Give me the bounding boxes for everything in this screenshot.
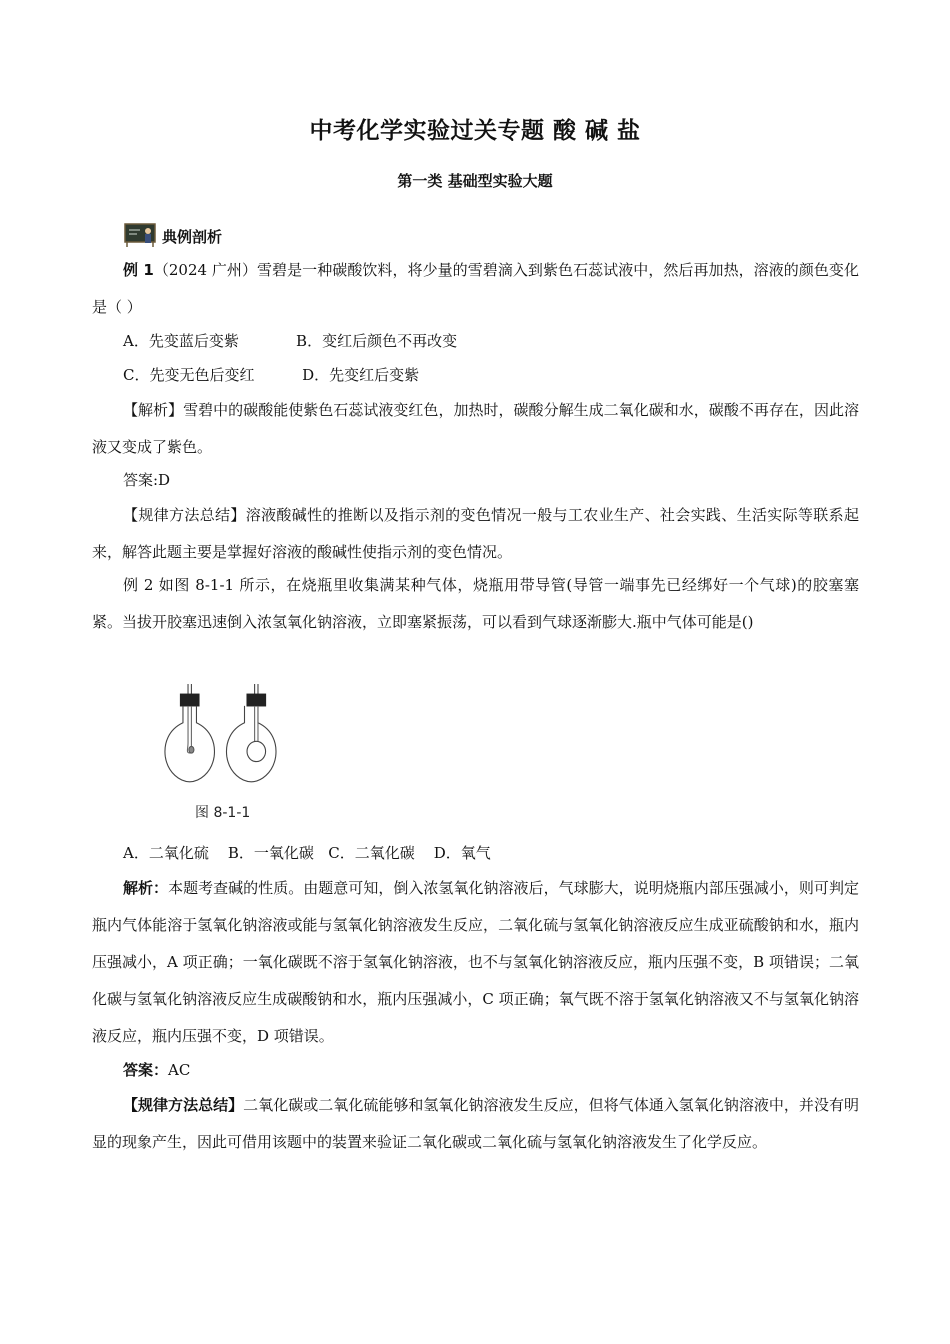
example1-text: （2024 广州）雪碧是一种碳酸饮料，将少量的雪碧滴入到紫色石蕊试液中，然后再加热，溶液的颜色变化是（ ） — [92, 261, 859, 316]
example2-summary — [92, 1087, 859, 1161]
flask-left — [165, 684, 215, 782]
flask-figure — [150, 684, 280, 802]
example2-answer-value: AC — [168, 1061, 191, 1079]
example1-analysis-label: 【解析】 — [123, 401, 184, 419]
section-subtitle: 第一类 基础型实验大题 — [397, 172, 553, 190]
example2-answer-label: 答案： — [123, 1061, 169, 1079]
section-label: 典例剖析 — [162, 228, 223, 246]
teacher-blackboard-icon — [124, 222, 158, 248]
example1-summary-label: 【规律方法总结】 — [123, 506, 246, 524]
example1-lead: 例 1 — [123, 261, 154, 279]
example1-question — [92, 252, 859, 326]
example2-analysis-text: 本题考查碱的性质。由题意可知，倒入浓氢氧化钠溶液后，气球膨大，说明烧瓶内部压强减小，则可判定瓶内气体能溶于氢氧化钠溶液或能与氢氧化钠溶液发生反应，二氧化硫与氢氧化钠溶液反应生成亚硫酸钠和水，瓶内压强减小，A 项正确；一氧化碳既不溶于氢氧化钠溶液，也不与氢氧化钠溶液反应，瓶内压强不变，B 项错误；二氧化碳与氢氧化钠溶液反应生成碳酸钠和水，瓶内压强减小，C 项正确；氧气既不溶于氢氧化钠溶液又不与氢氧化钠溶液反应，瓶内压强不变，D 项错误。 — [92, 879, 859, 1045]
page-title: 中考化学实验过关专题 酸 碱 盐 — [309, 118, 641, 144]
example1-analysis — [92, 392, 859, 466]
section-heading — [124, 208, 222, 248]
example1-answer: 答案:D — [123, 471, 171, 489]
example2-answer — [123, 1052, 190, 1089]
figure-caption: 图 8-1-1 — [195, 805, 251, 821]
example1-analysis-text: 雪碧中的碳酸能使紫色石蕊试液变红色，加热时，碳酸分解生成二氧化碳和水，碳酸不再存在，因此溶液又变成了紫色。 — [92, 401, 859, 456]
example1-summary-text: 溶液酸碱性的推断以及指示剂的变色情况一般与工农业生产、社会实践、生活实际等联系起来，解答此题主要是掌握好溶液的酸碱性使指示剂的变色情况。 — [92, 506, 859, 561]
example2-options: A．二氧化硫 B．一氧化碳 C．二氧化碳 D．氧气 — [123, 844, 491, 862]
example1-options-line2: C．先变无色后变红 D．先变红后变紫 — [123, 366, 420, 384]
example2-summary-text: 二氧化碳或二氧化硫能够和氢氧化钠溶液发生反应，但将气体通入氢氧化钠溶液中，并没有明显的现象产生，因此可借用该题中的装置来验证二氧化碳或二氧化硫与氢氧化钠溶液发生了化学反应。 — [92, 1096, 859, 1151]
example2-summary-label: 【规律方法总结】 — [123, 1096, 244, 1114]
example2-analysis — [92, 870, 859, 1055]
flask-right — [226, 684, 276, 782]
example1-options-line1: A．先变蓝后变紫 B．变红后颜色不再改变 — [123, 332, 458, 350]
example2-question: 例 2 如图 8-1-1 所示，在烧瓶里收集满某种气体，烧瓶用带导管(导管一端事先已经绑好一个气球)的胶塞塞紧。当拔开胶塞迅速倒入浓氢氧化钠溶液，立即塞紧振荡，可以看到气球逐渐膨大.瓶中气体可能是() — [92, 576, 859, 631]
example1-summary — [92, 497, 859, 571]
example2-analysis-label: 解析： — [123, 879, 169, 897]
